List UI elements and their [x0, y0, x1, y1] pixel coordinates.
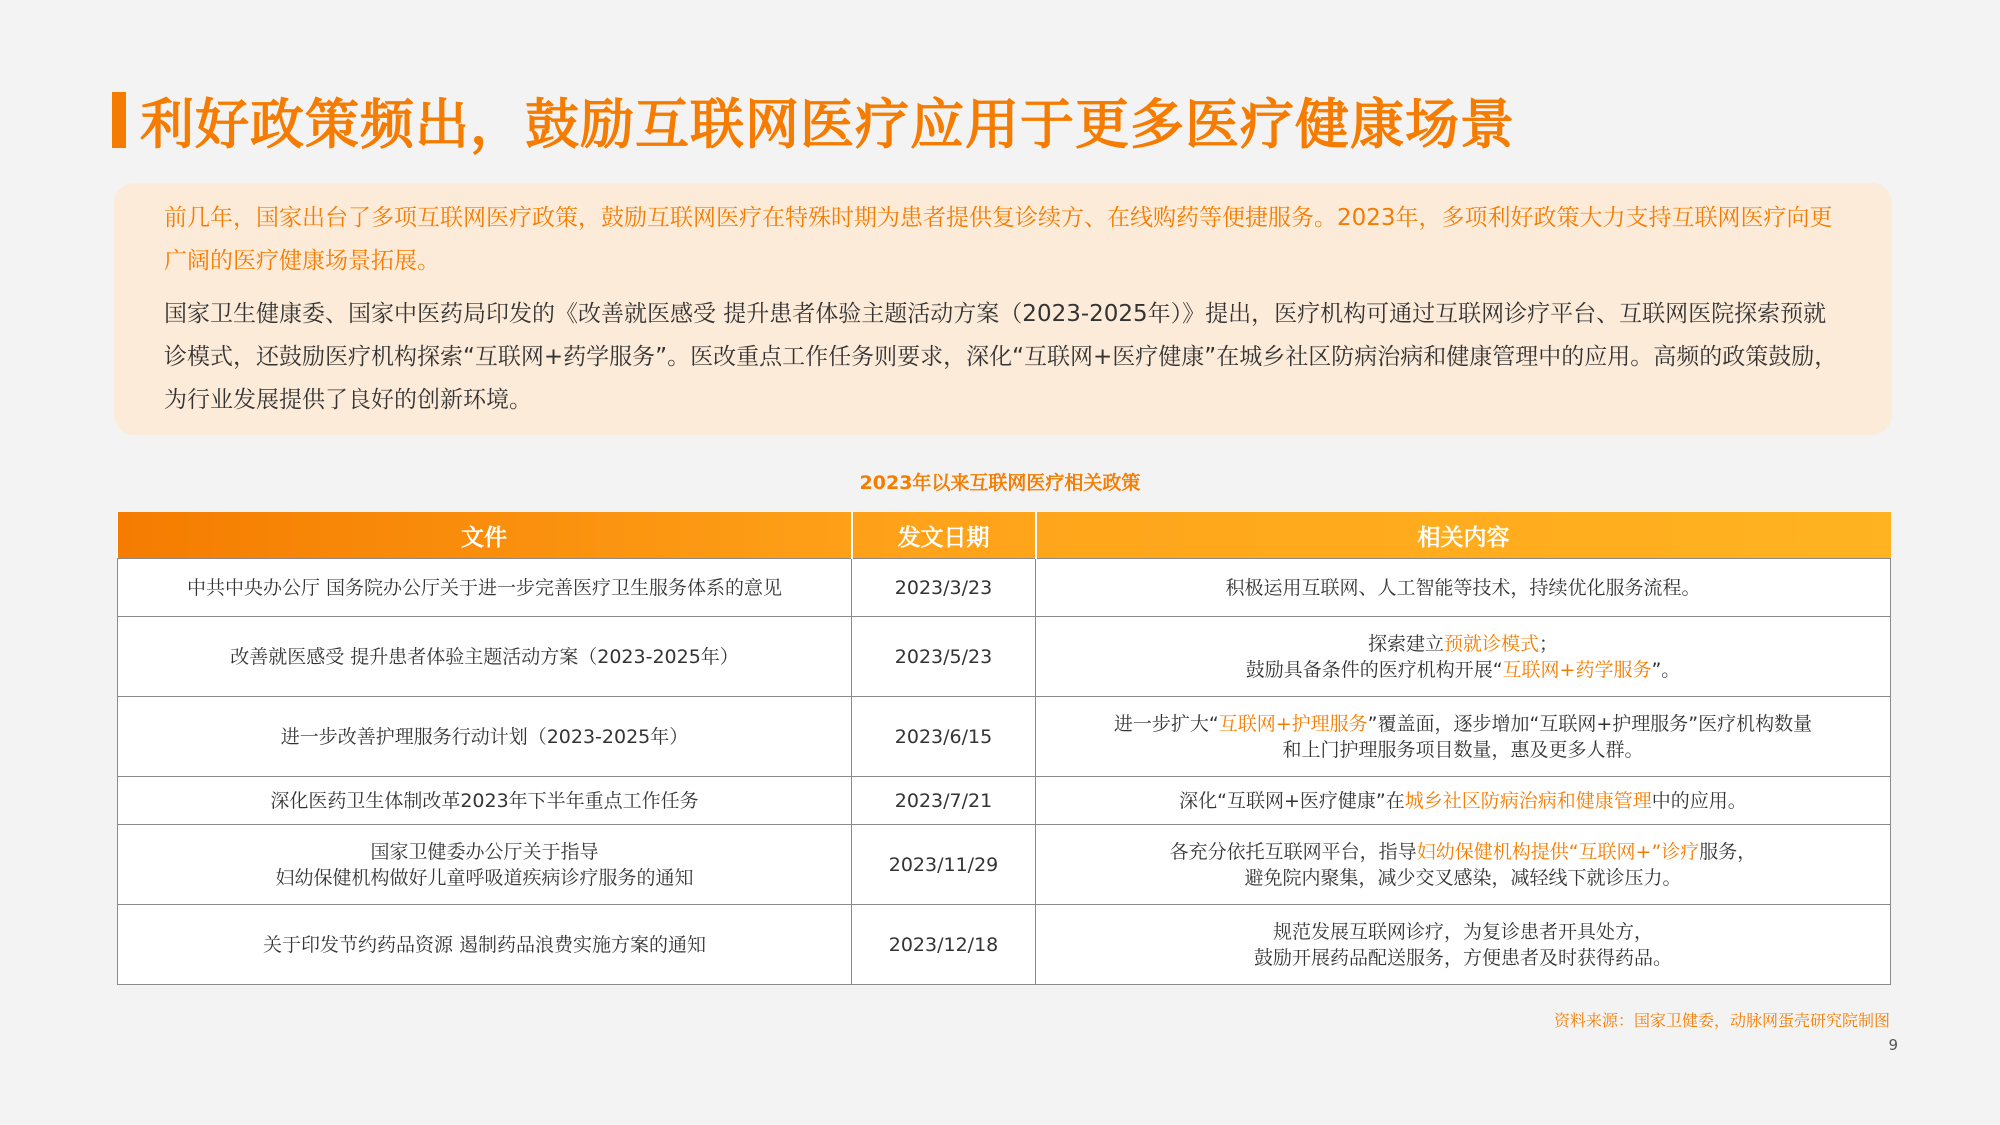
cell-content: [1036, 825, 1891, 905]
document-line: 改善就医感受 提升患者体验主题活动方案（2023-2025年）: [230, 645, 739, 668]
cell-date: 2023/11/29: [852, 825, 1036, 905]
cell-document: [118, 617, 852, 697]
cell-document: [118, 905, 852, 985]
cell-document: [118, 777, 852, 825]
content-line: [1046, 788, 1880, 814]
table-row: [118, 825, 1891, 905]
cell-document: [118, 559, 852, 617]
cell-content: [1036, 617, 1891, 697]
content-line: [1046, 839, 1880, 865]
content-line: [1046, 631, 1880, 657]
content-text: 鼓励具备条件的医疗机构开展“: [1245, 658, 1503, 681]
page-number: 9: [1888, 1036, 1898, 1054]
header-document: 文件: [118, 512, 852, 559]
cell-content: [1036, 559, 1891, 617]
content-line: [1046, 711, 1880, 737]
table-row: [118, 559, 1891, 617]
cell-content: [1036, 777, 1891, 825]
cell-date: 2023/5/23: [852, 617, 1036, 697]
content-line: [1046, 575, 1880, 601]
content-text: ”。: [1651, 658, 1681, 681]
table-header-row: [118, 512, 1891, 559]
header-content: 相关内容: [1417, 524, 1510, 551]
document-line: 关于印发节约药品资源 遏制药品浪费实施方案的通知: [262, 933, 707, 956]
table-row: [118, 617, 1891, 697]
highlight-text: 预就诊模式: [1443, 632, 1539, 655]
table-row: [118, 697, 1891, 777]
content-line: [1046, 657, 1880, 683]
cell-date: 2023/6/15: [852, 697, 1036, 777]
content-text: 进一步扩大“: [1113, 712, 1219, 735]
content-text: 积极运用互联网、人工智能等技术，持续优化服务流程。: [1225, 576, 1701, 599]
header-date: 发文日期: [852, 512, 1036, 559]
document-line: 进一步改善护理服务行动计划（2023-2025年）: [280, 725, 689, 748]
content-text: 鼓励开展药品配送服务，方便患者及时获得药品。: [1253, 946, 1672, 969]
content-text: ”覆盖面，逐步增加“互联网+护理服务”医疗机构数量: [1367, 712, 1813, 735]
content-text: 探索建立: [1367, 632, 1444, 655]
policy-table: [117, 512, 1891, 985]
source-note: 资料来源：国家卫健委，动脉网蛋壳研究院制图: [1553, 1011, 1890, 1030]
cell-content: [1036, 905, 1891, 985]
highlight-text: 城乡社区防病治病和健康管理: [1404, 789, 1652, 812]
document-line: 中共中央办公厅 国务院办公厅关于进一步完善医疗卫生服务体系的意见: [186, 576, 783, 599]
table-row: [118, 905, 1891, 985]
title-accent-bar: [112, 92, 126, 148]
cell-document: [118, 697, 852, 777]
intro-paragraph-1: 前几年，国家出台了多项互联网医疗政策，鼓励互联网医疗在特殊时期为患者提供复诊续方、在线购药等便捷服务。2023年，多项利好政策大力支持互联网医疗向更广阔的医疗健康场景拓展。: [164, 205, 1833, 274]
content-text: 和上门护理服务项目数量，惠及更多人群。: [1282, 738, 1644, 761]
content-text: ；: [1539, 632, 1559, 655]
highlight-text: 妇幼保健机构提供“互联网+”诊疗: [1416, 840, 1700, 863]
intro-box: [114, 183, 1892, 435]
content-line: [1046, 865, 1880, 891]
content-text: 各充分依托互联网平台，指导: [1169, 840, 1417, 863]
content-text: 服务，: [1699, 840, 1757, 863]
intro-paragraph-2: 国家卫生健康委、国家中医药局印发的《改善就医感受 提升患者体验主题活动方案（2023-2025年）》提出，医疗机构可通过互联网诊疗平台、互联网医院探索预就诊模式，还鼓励医疗机构探索“互联网+药学服务”。医改重点工作任务则要求，深化“互联网+医疗健康”在城乡社区防病治病和健康管理中的应用。高频的政策鼓励，为行业发展提供了良好的创新环境。: [164, 301, 1838, 413]
cell-date: 2023/12/18: [852, 905, 1036, 985]
content-text: 深化“互联网+医疗健康”在: [1179, 789, 1405, 812]
cell-date: 2023/3/23: [852, 559, 1036, 617]
cell-content: [1036, 697, 1891, 777]
document-line: 妇幼保健机构做好儿童呼吸道疾病诊疗服务的通知: [275, 866, 694, 889]
table-row: [118, 777, 1891, 825]
table-body: [118, 559, 1891, 985]
highlight-text: 互联网+药学服务: [1502, 658, 1652, 681]
table-caption: 2023年以来互联网医疗相关政策: [859, 472, 1141, 494]
content-line: [1046, 919, 1880, 945]
content-text: 中的应用。: [1651, 789, 1747, 812]
content-line: [1046, 945, 1880, 971]
content-line: [1046, 737, 1880, 763]
document-line: 国家卫健委办公厅关于指导: [370, 840, 599, 863]
cell-document: [118, 825, 852, 905]
document-line: 深化医药卫生体制改革2023年下半年重点工作任务: [270, 789, 699, 812]
page-title: 利好政策频出，鼓励互联网医疗应用于更多医疗健康场景: [140, 93, 1515, 156]
content-text: 避免院内聚集，减少交叉感染，减轻线下就诊压力。: [1244, 866, 1682, 889]
content-text: 规范发展互联网诊疗，为复诊患者开具处方，: [1272, 920, 1653, 943]
cell-date: 2023/7/21: [852, 777, 1036, 825]
highlight-text: 互联网+护理服务: [1218, 712, 1368, 735]
